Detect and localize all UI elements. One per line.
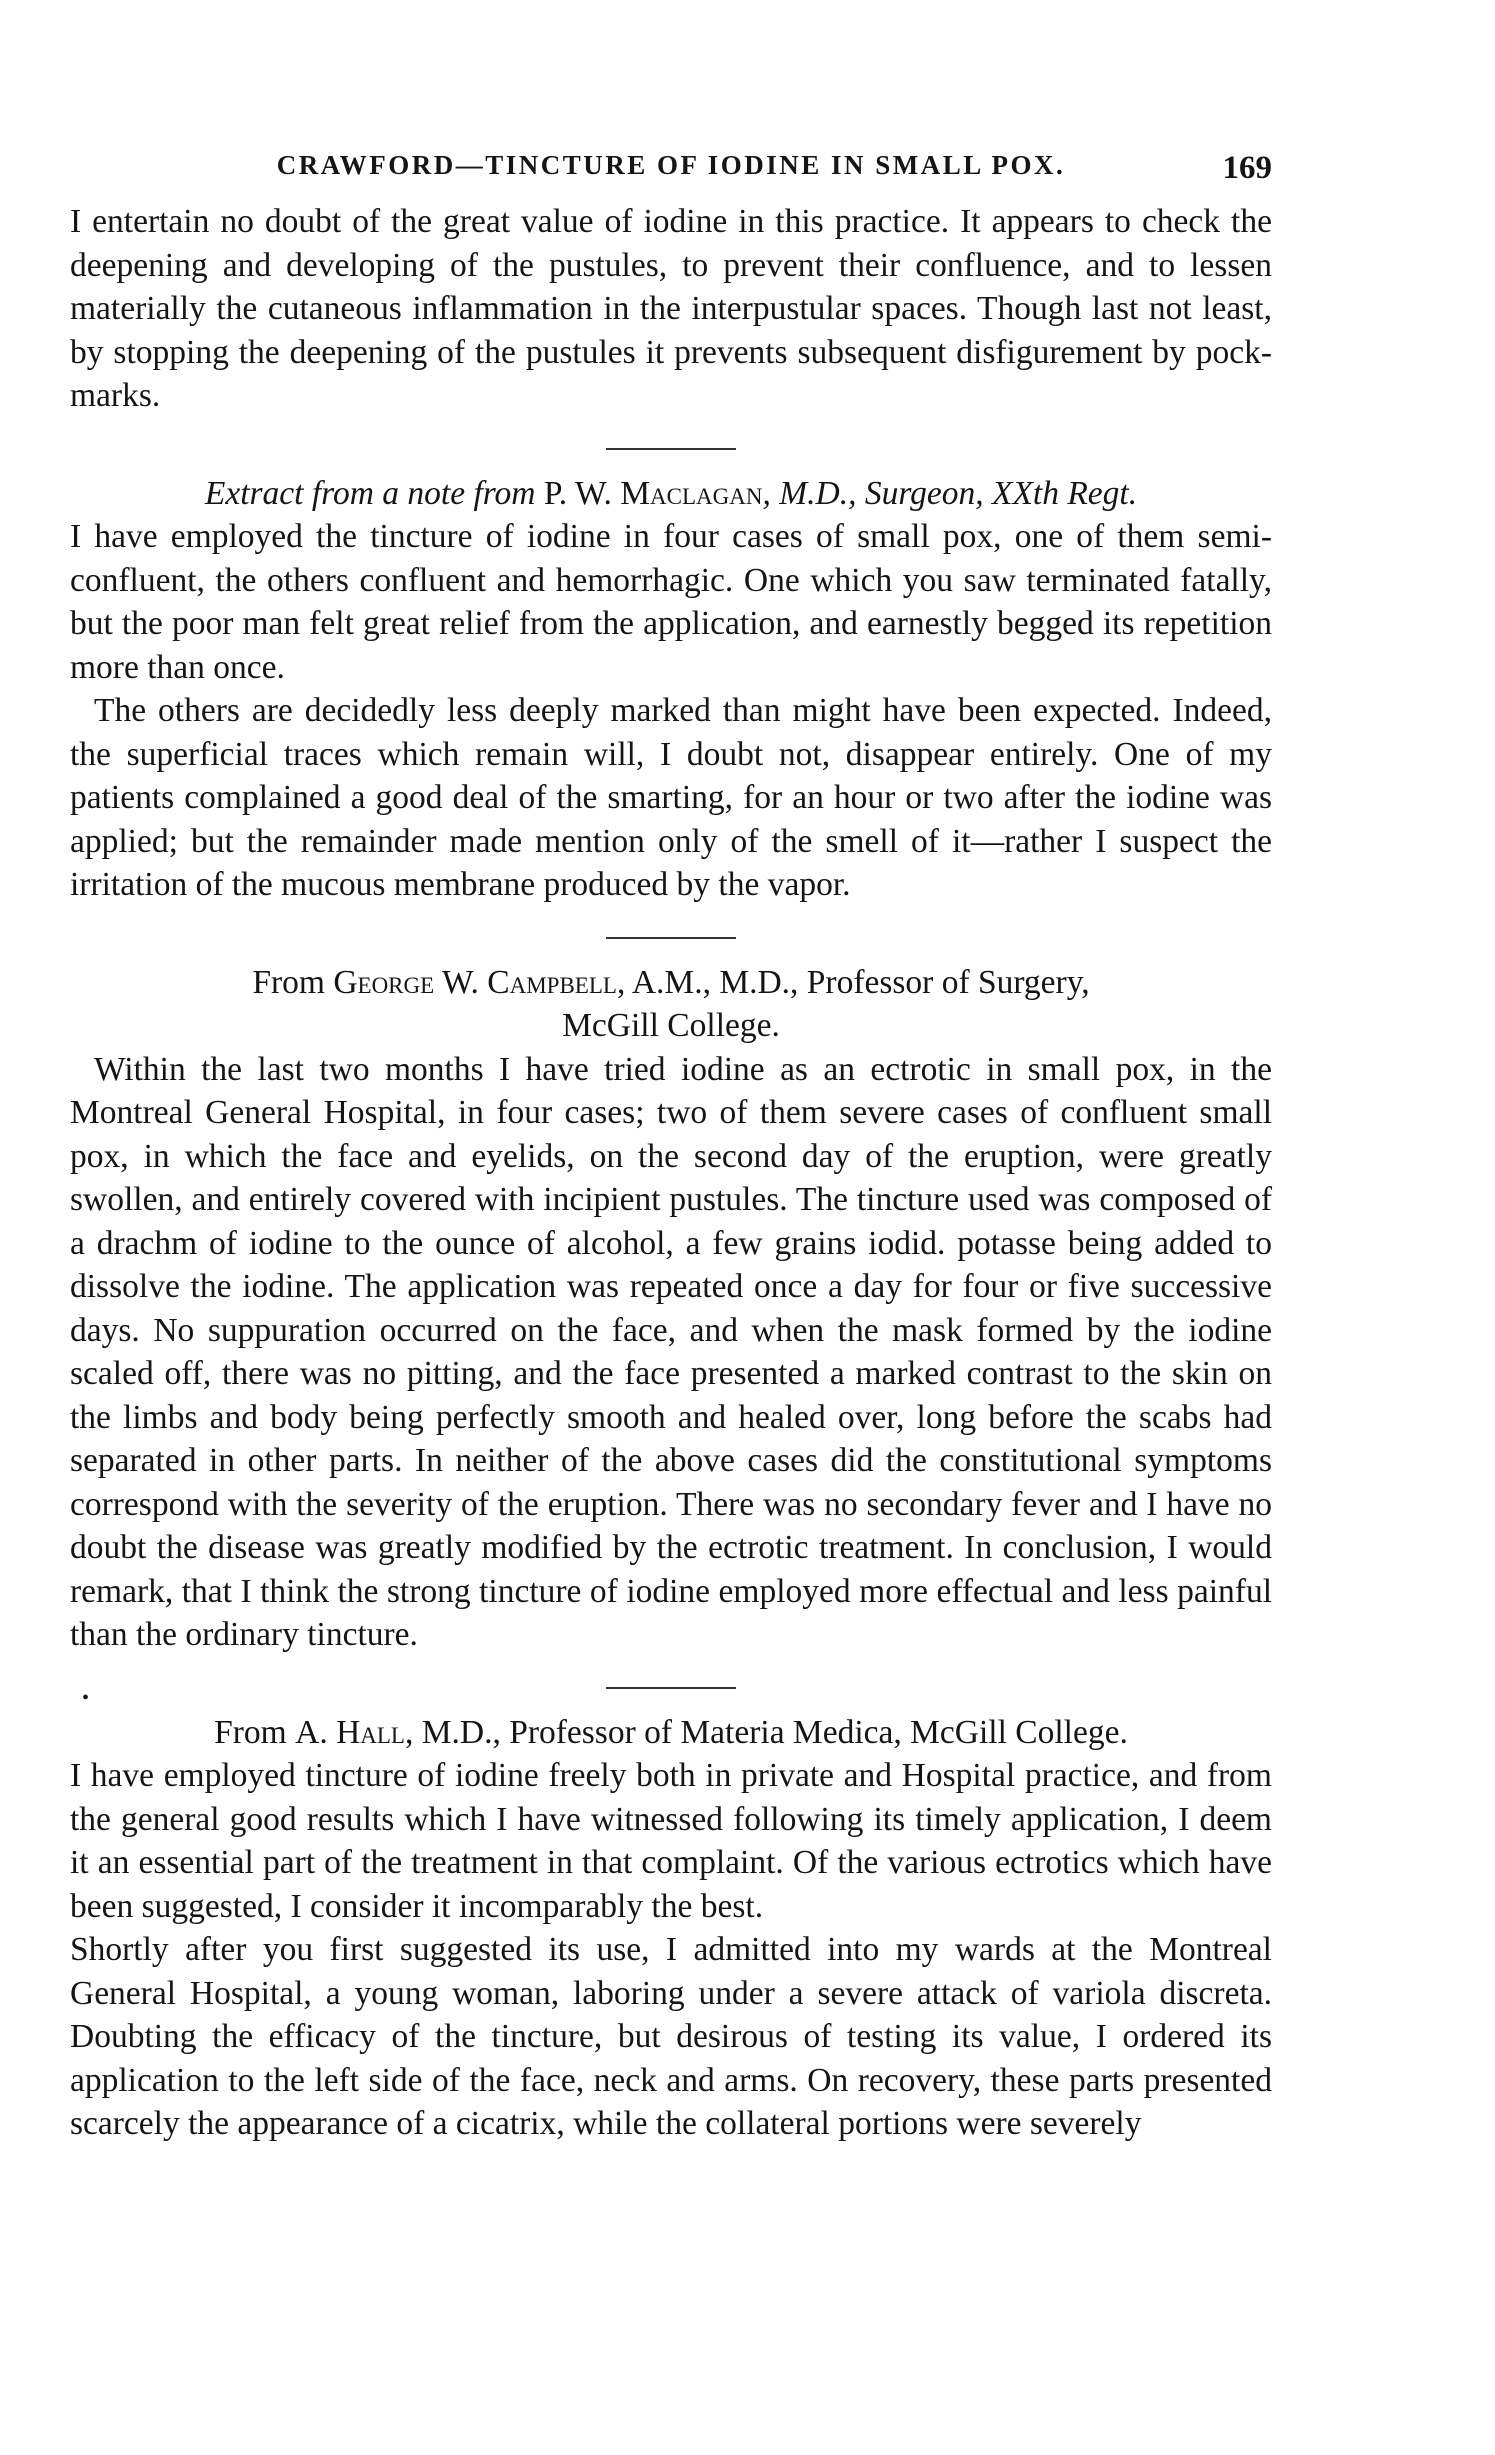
page-header <box>70 150 1272 194</box>
running-head: CRAWFORD—TINCTURE OF IODINE IN SMALL POX. <box>276 150 1066 180</box>
section-hall <box>70 1711 1272 2146</box>
heading-prefix: From <box>214 1713 287 1751</box>
section-divider <box>606 448 736 450</box>
author-name: P. W. Maclagan <box>543 474 763 512</box>
section-heading <box>70 1711 1272 1755</box>
body-paragraph: Shortly after you first suggested its use, I admitted into my wards at the Montreal General Hospital, a young woman, laboring under a severe attack of variola discreta. Doubting the efficacy of the tincture, but desirous of testing its value, I ordered its application to the left side of the face, neck and arms. On recovery, these parts presented scarcely the appearance of a cicatrix, while the collateral portions were severely <box>70 1931 1272 2142</box>
section-heading <box>70 961 1272 1005</box>
section-heading <box>70 472 1272 516</box>
body-paragraph: I have employed the tincture of iodine in four cases of small pox, one of them semi-confluent, the others confluent and hemorrhagic. One which you saw terminated fatally, but the poor man felt great relief from the application, and earnestly begged its repetition more than once. <box>70 518 1272 686</box>
body-paragraph: I have employed tincture of iodine freely both in private and Hospital practice, and from the general good results which I have witnessed following its timely application, I deem it an essential part of the treatment in that complaint. Of the various ectrotics which have been suggested, I consider it incomparably the best. <box>70 1757 1272 1925</box>
page-number: 169 <box>1222 150 1272 186</box>
body-paragraph: The others are decidedly less deeply marked than might have been expected. Indeed, the superficial traces which remain will, I doubt not, disappear entirely. One of my patients complained a good deal of the smarting, for an hour or two after the iodine was applied; but the remainder made mention only of the smell of it—rather I suspect the irritation of the mucous membrane produced by the vapor. <box>70 692 1272 903</box>
author-name: George W. Campbell <box>333 963 617 1001</box>
page <box>70 150 1272 2146</box>
body-paragraph: Within the last two months I have tried iodine as an ectrotic in small pox, in the Montreal General Hospital, in four cases; two of them severe cases of confluent small pox, in which the face and eyelids, on the second day of the eruption, were greatly swollen, and entirely covered with incipient pustules. The tincture used was composed of a drachm of iodine to the ounce of alcohol, a few grains iodid. potasse being added to dissolve the iodine. The application was repeated once a day for four or five successive days. No suppuration occurred on the face, and when the mask formed by the iodine scaled off, there was no pitting, and the face presented a marked contrast to the skin on the limbs and body being perfectly smooth and healed over, long before the scabs had separated in other parts. In neither of the above cases did the constitutional symptoms correspond with the severity of the eruption. There was no secondary fever and I have no doubt the disease was greatly modified by the ectrotic treatment. In conclusion, I would remark, that I think the strong tincture of iodine employed more effectual and less painful than the ordinary tincture. <box>70 1050 1272 1653</box>
author-name: A. Hall <box>295 1713 405 1751</box>
section-divider <box>606 937 736 939</box>
bullet-mark: • <box>82 1686 90 1709</box>
heading-line-2: McGill College. <box>562 1007 780 1044</box>
heading-suffix: , M.D., Professor of Materia Medica, McGill College. <box>404 1713 1128 1751</box>
section-maclagan <box>70 472 1272 907</box>
heading-suffix: , M.D., Surgeon, XXth Regt. <box>762 474 1138 512</box>
divider-row <box>70 1686 1272 1709</box>
heading-prefix: Extract from a note from <box>204 474 536 512</box>
section-divider <box>606 1687 736 1689</box>
heading-suffix: , A.M., M.D., Professor of Surgery, <box>616 963 1090 1001</box>
heading-prefix: From <box>252 963 325 1001</box>
section-campbell <box>70 961 1272 1657</box>
intro-paragraph: I entertain no doubt of the great value of iodine in this practice. It appears to check the deepening and developing of the pustules, to prevent their confluence, and to lessen materially the cutaneous inflammation in the interpustular spaces. Though last not least, by stopping the deepening of the pustules it prevents subsequent disfigurement by pock-marks. <box>70 203 1272 414</box>
